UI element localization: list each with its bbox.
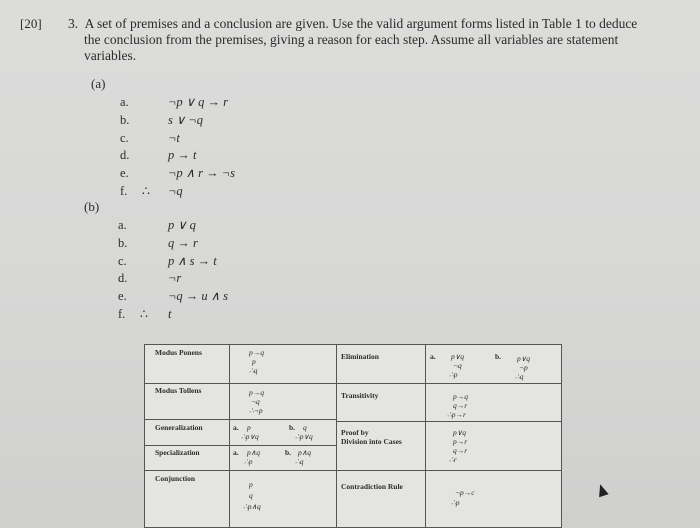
part_b-row-expression: t [168, 307, 172, 321]
part_a-row-label: c. [120, 130, 129, 145]
part_a-row [120, 147, 320, 164]
question-line-3: variables. [84, 48, 137, 63]
part_a-row-label: b. [120, 112, 130, 127]
modus-ponens-line-2: p [252, 357, 256, 366]
marks-label: [20] [20, 16, 42, 31]
part_b-row [118, 270, 318, 287]
transitivity-line-1: p→q [453, 392, 468, 401]
elimination-b-label: b. [495, 352, 502, 361]
conjunction-line-3: ∴p∧q [243, 502, 261, 511]
elimination-a-label: a. [430, 352, 436, 361]
part_b-row [118, 253, 318, 270]
generalization-name: Generalization [155, 423, 203, 432]
elimination-b-line-3: ∴q [515, 372, 524, 381]
part_b-row-label: a. [118, 218, 127, 232]
modus-tollens-line-1: p→q [249, 388, 264, 397]
conjunction-name: Conjunction [155, 474, 196, 483]
elimination-a-line-3: ∴p [449, 370, 458, 379]
argument-forms-table [144, 344, 562, 528]
proof-by-division-name-1: Proof by [341, 428, 369, 437]
part_b-row-expression: p ∧ s → t [168, 253, 217, 268]
part_a-row-expression: ¬p ∧ r → ¬s [168, 166, 235, 181]
modus-tollens-name: Modus Tollens [155, 386, 202, 395]
part_b-row-label: b. [118, 235, 128, 250]
part_b-row-label: f. [118, 307, 126, 321]
part_a-row-expression: ¬q [168, 184, 183, 198]
generalization-a-label: a. [233, 423, 239, 432]
therefore-symbol: ∴ [142, 184, 150, 198]
part_a-row [120, 94, 320, 111]
contradiction-rule-line-2: ∴p [451, 498, 460, 507]
part_b-row-label: d. [118, 271, 128, 286]
part_a-row-expression: ¬t [168, 130, 180, 145]
question-number: 3. [68, 16, 79, 31]
part_a-row-expression: ¬p ∨ q → r [168, 95, 228, 109]
elimination-b-line-2: ¬p [519, 363, 528, 372]
part_a-row-label: d. [120, 148, 130, 163]
modus-ponens-name: Modus Ponens [155, 348, 202, 357]
part-b-label: (b) [84, 199, 100, 214]
therefore-symbol: ∴ [140, 307, 148, 321]
modus-tollens-line-3: ∴¬p [249, 406, 263, 415]
proof-by-division-name-2: Division into Cases [341, 437, 402, 446]
elimination-name: Elimination [341, 352, 379, 361]
part-a-label: (a) [91, 76, 106, 91]
part_b-row-label: e. [118, 289, 127, 304]
part_a-row-expression: s ∨ ¬q [168, 112, 203, 127]
proof-by-division-line-2: p→r [453, 437, 468, 446]
part_a-row [120, 183, 320, 200]
specialization-name: Specialization [155, 448, 200, 457]
contradiction-rule-line-1: ¬p→c [455, 488, 475, 497]
specialization-a-line-2: ∴p [244, 457, 253, 466]
part_b-row-label: c. [118, 253, 127, 268]
transitivity-line-2: q→r [453, 401, 468, 410]
part_b-row [118, 288, 318, 305]
generalization-a-line-1: p [247, 423, 251, 432]
transitivity-line-3: ∴p→r [447, 410, 466, 419]
elimination-a-line-2: ¬q [453, 361, 462, 370]
part_a-row-label: f. [120, 184, 128, 198]
mouse-cursor-icon [595, 483, 608, 498]
part_a-row [120, 165, 320, 182]
part_a-row [120, 130, 320, 147]
part_b-row [118, 235, 318, 252]
modus-tollens-line-2: ¬q [251, 397, 260, 406]
part_a-row-label: a. [120, 95, 129, 109]
specialization-b-label: b. [285, 448, 292, 457]
specialization-a-label: a. [233, 448, 239, 457]
conjunction-line-2: q [249, 491, 253, 500]
part_b-row-expression: q → r [168, 235, 198, 250]
part_b-row [118, 306, 318, 323]
part_b-row-expression: ¬q → u ∧ s [168, 289, 228, 304]
proof-by-division-line-1: p∨q [453, 428, 466, 437]
question-line-1: A set of premises and a conclusion are given. Use the valid argument forms listed in Table 1 to deduce [84, 16, 638, 31]
part_a-row-expression: p → t [168, 148, 197, 163]
question-text [68, 16, 678, 64]
generalization-b-line-2: ∴p∨q [295, 432, 313, 441]
specialization-a-line-1: p∧q [247, 448, 260, 457]
part_b-row-expression: ¬r [168, 271, 182, 286]
modus-ponens-line-1: p→q [249, 348, 264, 357]
proof-by-division-line-3: q→r [453, 446, 468, 455]
generalization-a-line-2: ∴p∨q [241, 432, 259, 441]
proof-by-division-line-4: ∴r [449, 455, 457, 464]
part_b-row [118, 217, 318, 234]
generalization-b-line-1: q [303, 423, 307, 432]
generalization-b-label: b. [289, 423, 296, 432]
elimination-a-line-1: p∨q [451, 352, 464, 361]
specialization-b-line-2: ∴q [295, 457, 304, 466]
contradiction-rule-name: Contradiction Rule [341, 482, 403, 491]
part_a-row [120, 112, 320, 129]
part_a-row-label: e. [120, 166, 129, 181]
part_b-row-expression: p ∨ q [168, 218, 196, 232]
transitivity-name: Transitivity [341, 391, 379, 400]
modus-ponens-line-3: ∴q [249, 366, 258, 375]
question-line-2: the conclusion from the premises, giving a reason for each step. Assume all variables are statement [84, 32, 619, 47]
conjunction-line-1: p [249, 480, 253, 489]
specialization-b-line-1: p∧q [298, 448, 311, 457]
elimination-b-line-1: p∨q [517, 354, 530, 363]
